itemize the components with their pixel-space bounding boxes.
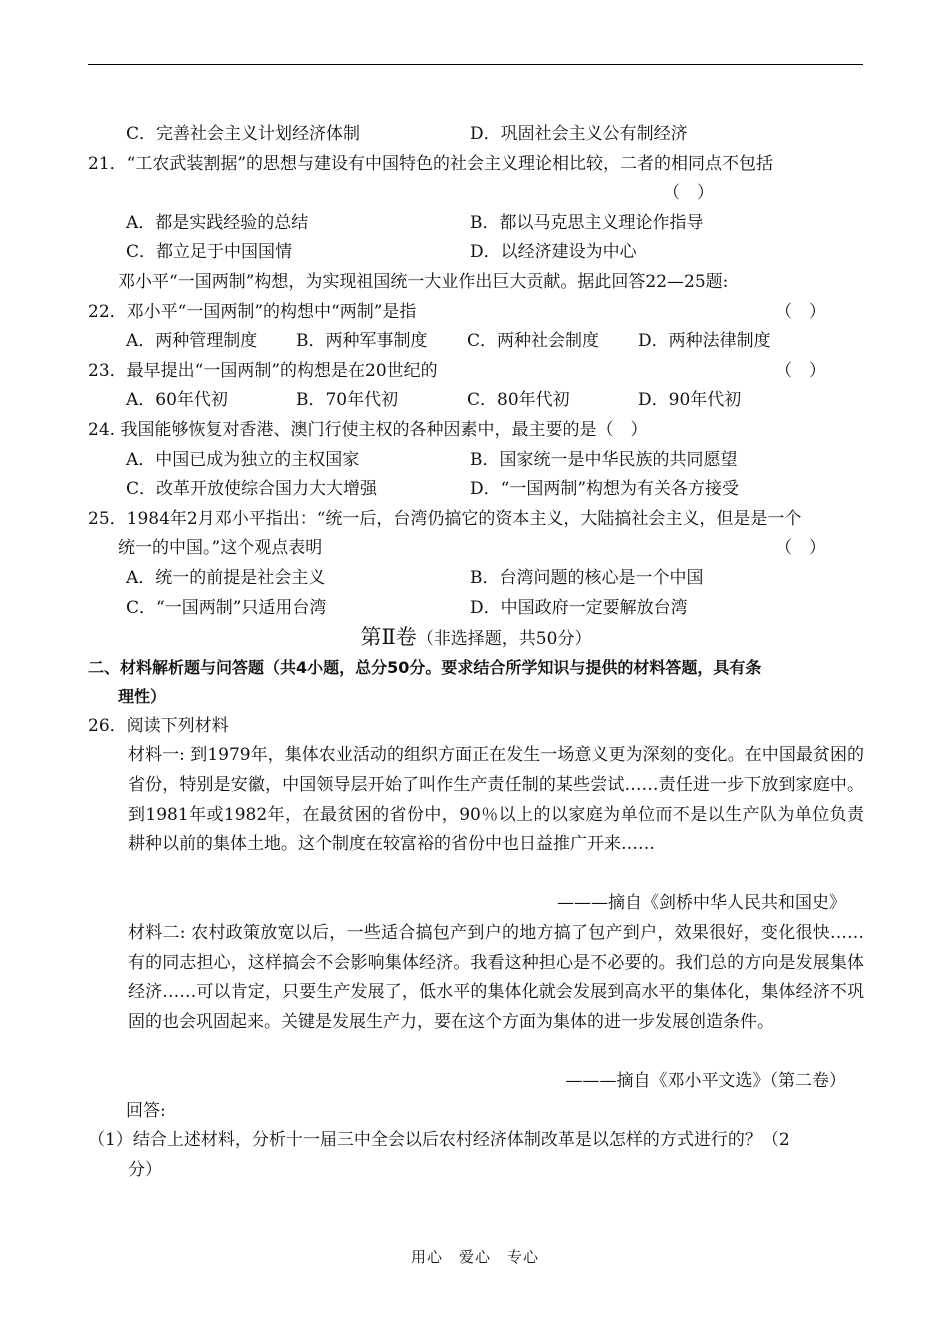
q23-option-d: D．90年代初 [638, 390, 742, 411]
section2-title: 第Ⅱ卷 [360, 625, 417, 650]
q22-options [88, 327, 864, 357]
q22-answer-paren: （ ） [775, 301, 826, 322]
q24-option-b: B．国家统一是中华民族的共同愿望 [470, 449, 738, 470]
q26-material-2-source: ———摘自《邓小平文选》（第二卷） [565, 1071, 846, 1092]
q22-option-b: B．两种军事制度 [296, 331, 428, 352]
section2-heading [88, 623, 864, 653]
q26-sub1-line2: 分） [128, 1159, 162, 1180]
q20-options-cd [88, 120, 864, 150]
part2-heading-line2: 理性） [118, 687, 167, 707]
q25-option-c: C．“一国两制”只适用台湾 [126, 597, 327, 618]
q26-sub1-line1: （1）结合上述材料，分析十一届三中全会以后农村经济体制改革是以怎样的方式进行的？（2 [88, 1130, 790, 1151]
q26-answer-label: 回答: [126, 1100, 166, 1121]
q21-paren-line [88, 179, 864, 209]
q23-answer-paren: （ ） [775, 360, 826, 381]
q21-options-ab [88, 209, 864, 239]
q22-option-d: D．两种法律制度 [638, 331, 771, 352]
q23-option-a: A．60年代初 [126, 390, 228, 411]
q25-answer-paren: （ ） [775, 538, 826, 559]
q20-option-d: D．巩固社会主义公有制经济 [470, 124, 688, 144]
q25-option-d: D．中国政府一定要解放台湾 [470, 597, 688, 618]
q25-stem-line1: 25．1984年2月邓小平指出：“统一后，台湾仍搞它的资本主义，大陆搞社会主义，但是是一个 [88, 508, 802, 529]
q24-option-d: D．“一国两制”构想为有关各方接受 [470, 479, 740, 500]
q21-option-c: C．都立足于中国国情 [126, 242, 293, 263]
q23-stem: 23．最早提出“一国两制”的构想是在20世纪的 [88, 360, 438, 381]
q21-answer-paren: （ ） [663, 183, 714, 204]
q22-25-intro: 邓小平“一国两制”构想，为实现祖国统一大业作出巨大贡献。据此回答22—25题: [118, 271, 729, 292]
q25-options-cd [88, 594, 864, 624]
q21-option-b: B．都以马克思主义理论作指导 [470, 212, 704, 233]
q22-option-a: A．两种管理制度 [126, 331, 258, 352]
q22-line [88, 298, 864, 328]
q23-options [88, 386, 864, 416]
header-rule [88, 64, 863, 65]
q20-option-c: C．完善社会主义计划经济体制 [126, 124, 361, 144]
q21-options-cd [88, 238, 864, 268]
q26-material-1: 材料一: 到1979年，集体农业活动的组织方面正在发生一场意义更为深刻的变化。在中国最贫困的省份，特别是安徽，中国领导层开始了叫作生产责任制的某些尝试……责任进一步下放到家庭中。到1981年或1982年，在最贫困的省份中，90％以上的以家庭为单位而不是以生产队为单位负责耕种以前的集体土地。这个制度在较富裕的省份中也日益推广开来…… [128, 745, 864, 855]
q21-option-d: D．以经济建设为中心 [470, 242, 637, 263]
part2-heading-line1: 二、材料解析题与问答题（共4小题，总分50分。要求结合所学知识与提供的材料答题，具有条 [88, 657, 762, 677]
q23-option-c: C．80年代初 [467, 390, 570, 411]
q23-option-b: B．70年代初 [296, 390, 399, 411]
q25-stem-line2: 统一的中国。”这个观点表明 [118, 538, 323, 559]
q26-stem: 26．阅读下列材料 [88, 715, 229, 736]
exam-content [88, 120, 864, 1185]
q22-stem: 22．邓小平“一国两制”的构想中“两制”是指 [88, 301, 417, 322]
q24-option-a: A．中国已成为独立的主权国家 [126, 449, 360, 470]
q25-option-b: B．台湾问题的核心是一个中国 [470, 567, 704, 588]
q24-options-cd [88, 475, 864, 505]
q23-line [88, 357, 864, 387]
q24-stem: 24. 我国能够恢复对香港、澳门行使主权的各种因素中，最主要的是（ ） [88, 419, 648, 440]
q25-option-a: A．统一的前提是社会主义 [126, 567, 326, 588]
q21-option-a: A．都是实践经验的总结 [126, 212, 309, 233]
q26-material-1-source: ———摘自《剑桥中华人民共和国史》 [557, 893, 846, 914]
section2-subtitle: （非选择题，共50分） [416, 629, 592, 650]
q26-material-2: 材料二: 农村政策放宽以后，一些适合搞包产到户的地方搞了包产到户，效果很好，变化很快……有的同志担心，这样搞会不会影响集体经济。我看这种担心是不必要的。我们总的方向是发展集体经济……可以肯定，只要生产发展了，低水平的集体化就会发展到高水平的集体化，集体经济不巩固的也会巩固起来。关键是发展生产力，要在这个方面为集体的进一步发展创造条件。 [128, 923, 864, 1032]
page-footer: 用心 爱心 专心 [410, 1248, 539, 1266]
q22-option-c: C．两种社会制度 [467, 331, 600, 352]
q25-options-ab [88, 564, 864, 594]
q21-stem: 21．“工农武装割据”的思想与建设有中国特色的社会主义理论相比较，二者的相同点不包括 [88, 153, 774, 174]
q24-options-ab [88, 446, 864, 476]
q25-line2 [88, 534, 864, 564]
q24-option-c: C．改革开放使综合国力大大增强 [126, 479, 378, 500]
